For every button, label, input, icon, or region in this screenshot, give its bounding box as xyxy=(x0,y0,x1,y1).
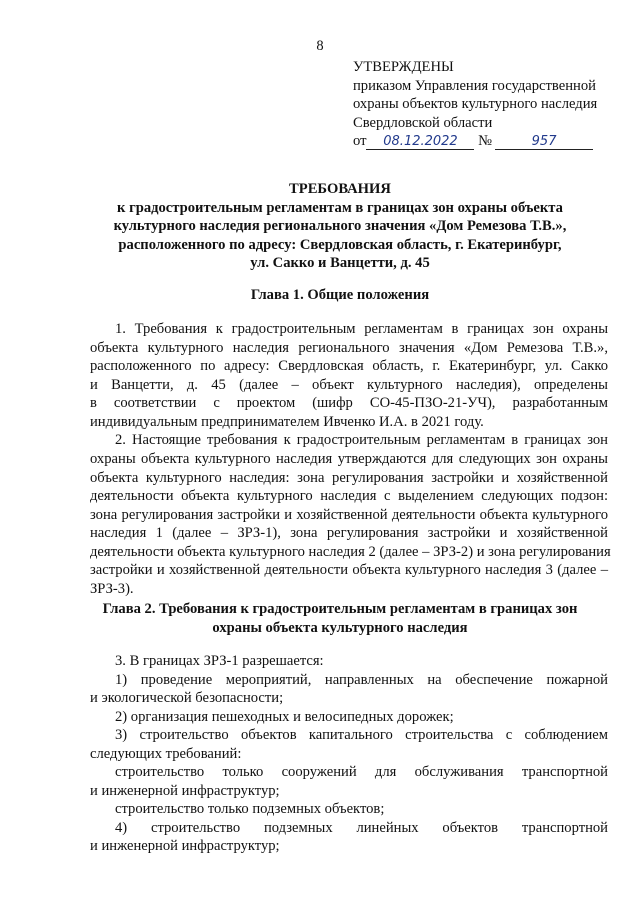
chapter1-heading: Глава 1. Общие положения xyxy=(250,287,430,303)
approval-block xyxy=(353,58,623,151)
paragraph-line: деятельности объекта культурного наследия 2 (далее – ЗРЗ-2) и зона регулирования xyxy=(90,544,611,560)
title-line: культурного наследия регионального значения «Дом Ремезова Т.В.», xyxy=(113,218,567,234)
chapter2-heading xyxy=(90,600,590,637)
paragraph-line: индивидуальным предпринимателем Ивченко И.А. в 2021 году. xyxy=(90,414,484,430)
item-line: 2) организация пешеходных и велосипедных дорожек; xyxy=(115,709,454,725)
approval-line: Свердловской области xyxy=(353,114,493,131)
paragraph-line: и Ванцетти, д. 45 (далее – объект культурного наследия), определены xyxy=(90,377,608,393)
paragraph-line: ЗРЗ-3). xyxy=(90,581,134,597)
title-line: расположенного по адресу: Свердловская область, г. Екатеринбург, xyxy=(118,236,562,253)
title-line: ул. Сакко и Ванцетти, д. 45 xyxy=(250,255,430,271)
paragraph-line: деятельности объекта культурного наследия с выделением следующих подзон: xyxy=(90,488,608,504)
paragraph-line: 2. Настоящие требования к градостроительным регламентам в границах зон xyxy=(115,432,608,448)
paragraph-line: наследия 1 (далее – ЗРЗ-1), зона регулирования застройки и хозяйственной xyxy=(90,525,608,541)
paragraph-line: расположенного по адресу: Свердловская область, г. Екатеринбург, ул. Сакко xyxy=(90,358,608,374)
item-line: строительство только сооружений для обслуживания транспортной xyxy=(115,764,608,780)
paragraph-line: застройки и хозяйственной деятельности объекта культурного наследия 3 (далее – xyxy=(90,562,608,578)
heading-line: Глава 2. Требования к градостроительным регламентам в границах зон xyxy=(102,601,578,617)
handwritten-date: 08.12.2022 xyxy=(366,134,474,150)
item-line: и инженерной инфраструктур; xyxy=(90,783,280,799)
approval-line: приказом Управления государственной xyxy=(353,77,596,94)
number-prefix: № xyxy=(478,133,493,149)
approval-line: охраны объектов культурного наследия xyxy=(353,96,598,112)
title-line: ТРЕБОВАНИЯ xyxy=(289,181,391,197)
approval-date-line xyxy=(353,132,623,151)
title-line: к градостроительным регламентам в границах зон охраны объекта xyxy=(117,199,563,216)
item-line: 1) проведение мероприятий, направленных на обеспечение пожарной xyxy=(115,672,608,688)
handwritten-number: 957 xyxy=(495,134,593,150)
paragraph-line: объекта культурного наследия регионального значения «Дом Ремезова Т.В.», xyxy=(90,340,608,356)
item-line: следующих требований: xyxy=(90,746,242,762)
paragraph-line: зона регулирования застройки и хозяйственной деятельности объекта культурного xyxy=(90,507,608,523)
date-prefix: от xyxy=(353,133,367,149)
paragraph-line: 1. Требования к градостроительным регламентам в границах зон охраны xyxy=(115,321,608,337)
item-line: и экологической безопасности; xyxy=(90,690,284,706)
document-title xyxy=(90,180,590,273)
heading-line: охраны объекта культурного наследия xyxy=(212,619,468,636)
item-line: 3) строительство объектов капитального строительства с соблюдением xyxy=(115,727,608,743)
item-line: 3. В границах ЗРЗ-1 разрешается: xyxy=(115,653,324,669)
item-line: 4) строительство подземных линейных объектов транспортной xyxy=(115,820,608,836)
paragraph-line: охраны объекта культурного наследия утверждаются для следующих зон охраны xyxy=(90,451,608,467)
paragraph-line: в соответствии с проектом (шифр СО-45-ПЗО-21-УЧ), разработанным xyxy=(90,395,608,411)
page-number: 8 xyxy=(316,38,324,54)
item-line: строительство только подземных объектов; xyxy=(115,801,385,817)
approval-line: УТВЕРЖДЕНЫ xyxy=(353,59,454,75)
item-line: и инженерной инфраструктур; xyxy=(90,838,280,854)
paragraph-line: объекта культурного наследия: зона регулирования застройки и хозяйственной xyxy=(90,470,608,486)
